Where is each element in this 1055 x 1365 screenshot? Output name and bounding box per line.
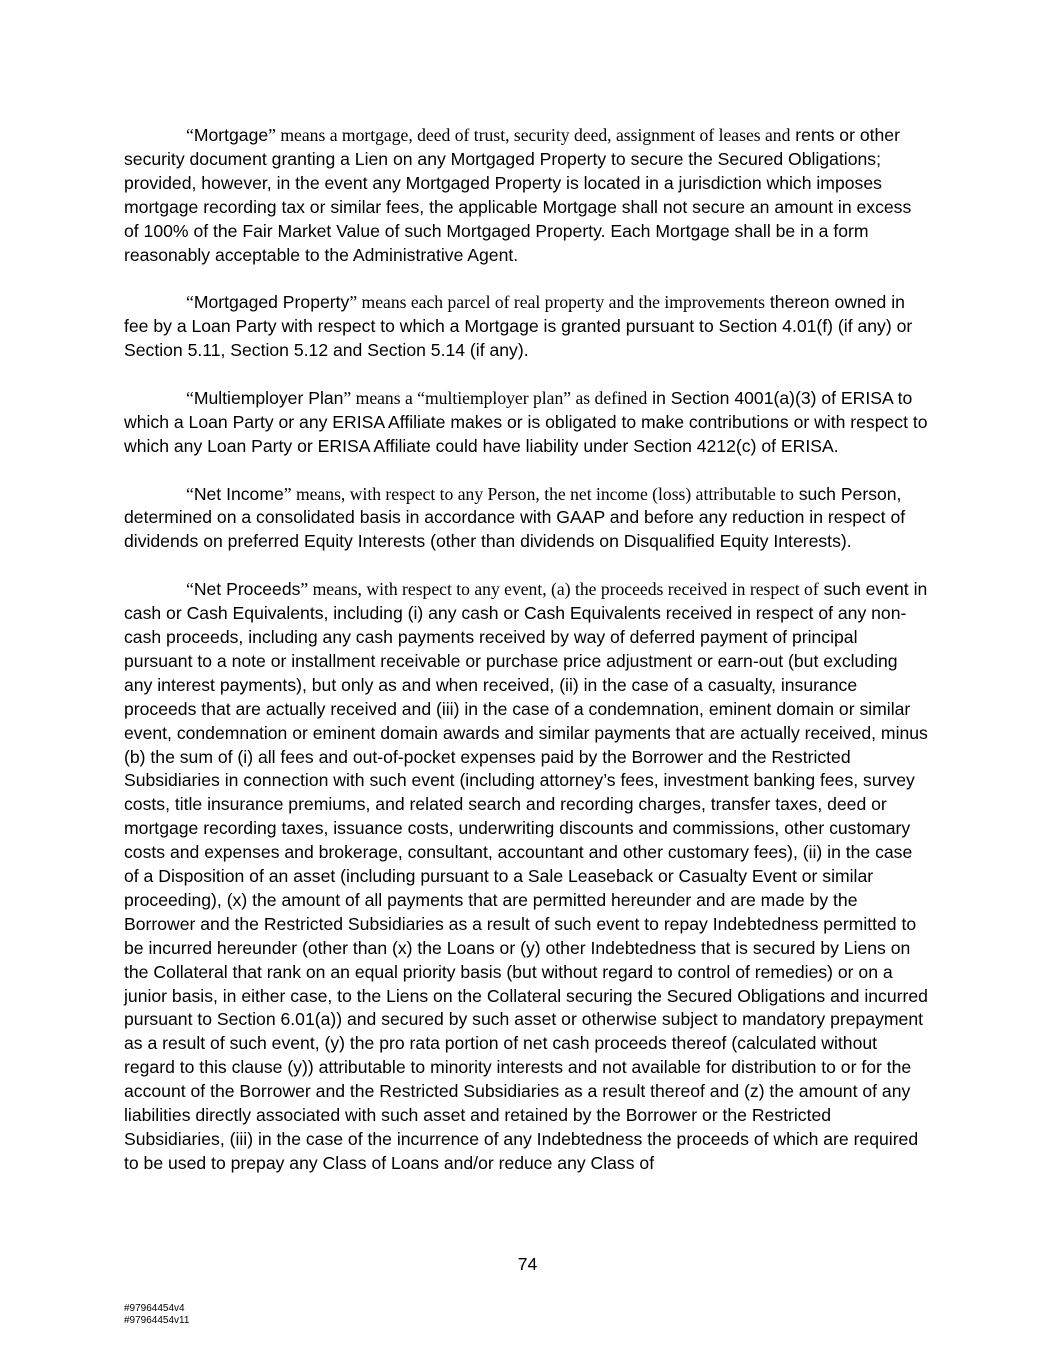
defined-term: Multiemployer Plan: [193, 387, 344, 408]
definition-lead: ” means a “multiemployer plan” as defined: [343, 387, 648, 408]
open-quote: “: [186, 483, 194, 504]
page-number: 74: [517, 1254, 538, 1274]
definition-lead: ” means, with respect to any event, (a) the proceeds received in respect of: [300, 579, 819, 600]
definition-body: such Person, determined on a consolidated basis in accordance with GAAP and before any reduction in respect of dividends on preferred Equity Interests (other than dividends on Disqualified Equity Interests).: [124, 483, 906, 552]
definition-multiemployer-plan: [124, 387, 930, 459]
defined-term: Mortgaged Property: [193, 292, 350, 313]
open-quote: “: [186, 387, 194, 408]
definition-net-proceeds: [124, 578, 930, 1176]
defined-term: Net Proceeds: [193, 579, 301, 600]
definition-body: rents or other security document granting a Lien on any Mortgaged Property to secure the Secured Obligations; provided, however, in the event any Mortgaged Property is located in a jurisdiction which imposes mortgage recording tax or similar fees, the applicable Mortgage shall not secure an amount in excess of 100% of the Fair Market Value of such Mortgaged Property. Each Mortgage shall be in a form reasonably acceptable to the Administrative Agent.: [124, 125, 912, 265]
open-quote: “: [186, 125, 194, 145]
document-id-footer: [124, 1303, 189, 1327]
definition-mortgaged-property: [124, 291, 930, 363]
definition-lead: ” means each parcel of real property and the improvements: [349, 292, 766, 313]
document-id: #97964454v4: [124, 1303, 185, 1314]
open-quote: “: [186, 292, 194, 313]
defined-term: Net Income: [193, 483, 284, 504]
definition-body: such event in cash or Cash Equivalents, including (i) any cash or Cash Equivalents received in respect of any non-cash proceeds, including any cash payments received by way of deferred payment of principal pursuant to a note or installment receivable or purchase price adjustment or earn-out (but excluding any interest payments), but only as and when received, (ii) in the case of a casualty, insurance proceeds that are actually received and (iii) in the case of a condemnation, eminent domain or similar event, condemnation or eminent domain awards and similar payments that are actually received, minus (b) the sum of (i) all fees and out-of-pocket expenses paid by the Borrower and the Restricted Subsidiaries in connection with such event (including attorney’s fees, investment banking fees, survey costs, title insurance premiums, and related search and recording charges, transfer taxes, deed or mortgage recording taxes, issuance costs, underwriting discounts and commissions, other customary costs and expenses and brokerage, consultant, accountant and other customary fees), (ii) in the case of a Disposition of an asset (including pursuant to a Sale Leaseback or Casualty Event or similar proceeding), (x) the amount of all payments that are permitted hereunder and are made by the Borrower and the Restricted Subsidiaries as a result of such event to repay Indebtedness permitted to be incurred hereunder (other than (x) the Loans or (y) other Indebtedness that is secured by Liens on the Collateral that rank on an equal priority basis (but without regard to control of remedies) or on a junior basis, in either case, to the Liens on the Collateral securing the Secured Obligations and incurred pursuant to Section 6.01(a)) and secured by such asset or otherwise subject to mandatory prepayment as a result of such event, (y) the pro rata portion of net cash proceeds thereof (calculated without regard to this clause (y)) attributable to minority interests and not available for distribution to or for the account of the Borrower and the Restricted Subsidiaries as a result thereof and (z) the amount of any liabilities directly associated with such asset and retained by the Borrower or the Restricted Subsidiaries, (iii) in the case of the incurrence of any Indebtedness the proceeds of which are required to be used to prepay any Class of Loans and/or reduce any Class of: [124, 579, 928, 1173]
defined-term: Mortgage: [193, 125, 269, 145]
definition-lead: ” means, with respect to any Person, the net income (loss) attributable to: [283, 483, 794, 504]
document-id: #97964454v11: [124, 1315, 190, 1326]
definitions-body: [124, 124, 930, 1200]
definition-net-income: [124, 483, 930, 555]
definition-mortgage: [124, 124, 930, 267]
open-quote: “: [186, 579, 194, 600]
definition-body: in Section 4001(a)(3) of ERISA to which a Loan Party or any ERISA Affiliate makes or is obligated to make contributions or with respect to which any Loan Party or ERISA Affiliate could have liability under Section 4212(c) of ERISA.: [124, 387, 928, 456]
definition-lead: ” means a mortgage, deed of trust, security deed, assignment of leases and: [268, 125, 791, 145]
definition-body: thereon owned in fee by a Loan Party with respect to which a Mortgage is granted pursuant to Section 4.01(f) (if any) or Section 5.11, Section 5.12 and Section 5.14 (if any).: [124, 292, 913, 361]
